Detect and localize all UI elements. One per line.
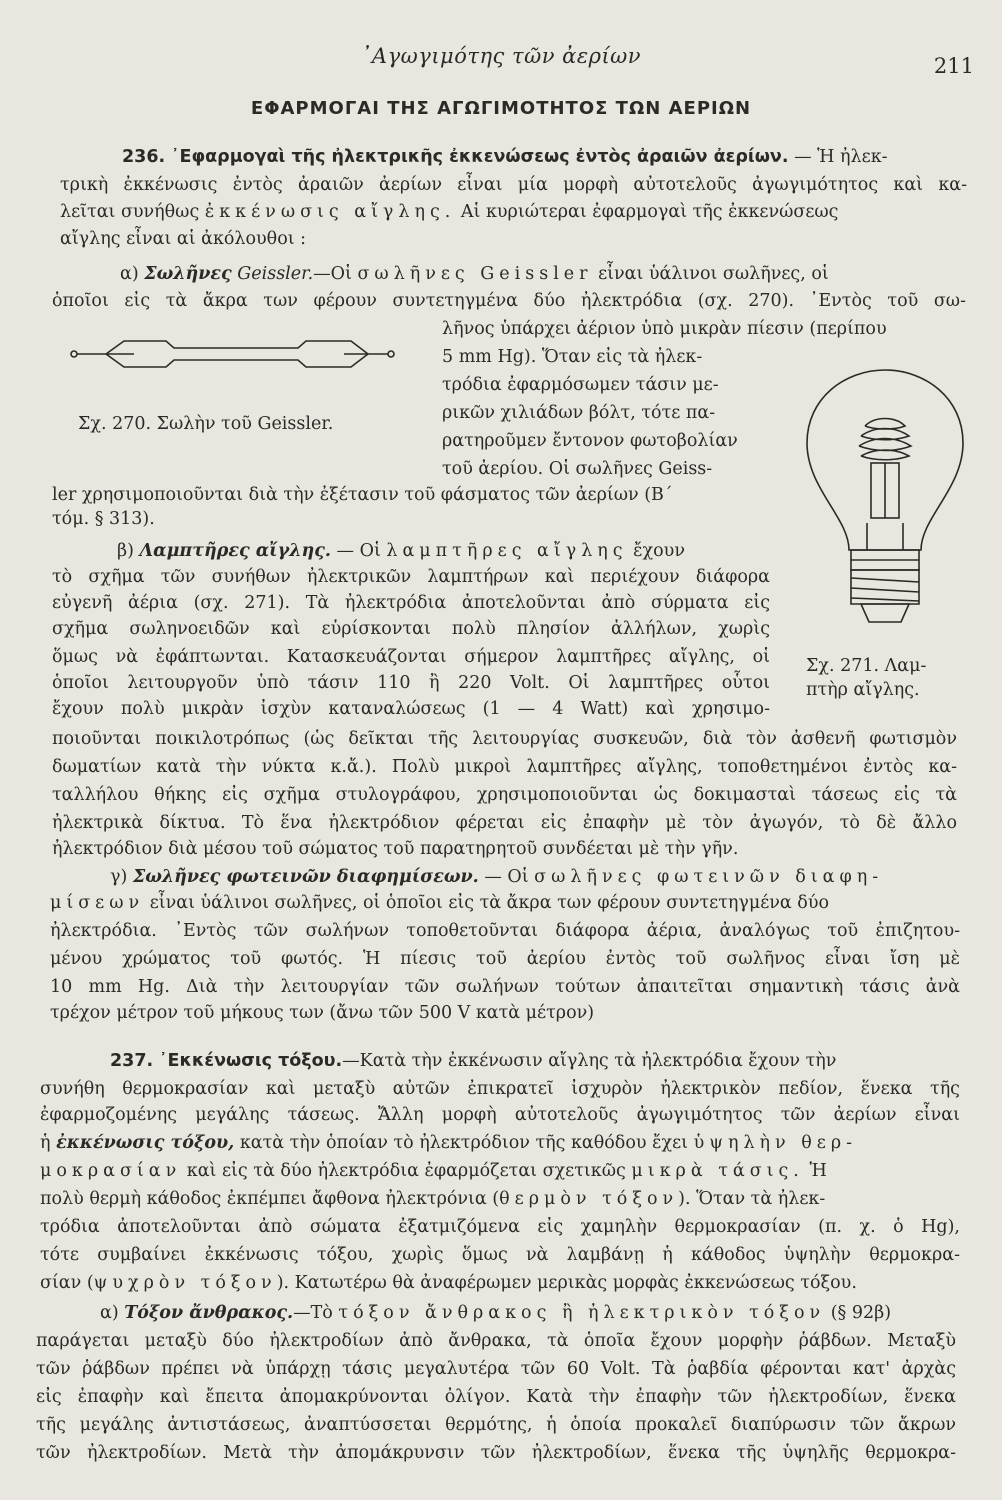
- carbon-line-5: τῆς μεγάλης ἀντιστάσεως, ἀναπτύσσεται θερμότης, ἡ ὁποία προκαλεῖ διαπύρωσιν τῶν ἄκρων: [36, 1415, 956, 1435]
- geissler-line-4: 5 mm Hg). Ὅταν εἰς τὰ ἠλεκ-: [442, 347, 703, 367]
- s236-line-3: λεῖται συνήθως ἐκκένωσις αἴγλης. Αἱ κυριώτεραι ἐφαρμογαὶ τῆς ἐκκενώσεως: [60, 202, 839, 222]
- lamps-line-6: ὁποῖοι λειτουργοῦν ὑπὸ τάσιν 110 ἢ 220 Volt. Οἱ λαμπτῆρες οὗτοι: [52, 673, 770, 693]
- s237-heading: ᾿Εκκένωσις τόξου.: [158, 1051, 343, 1071]
- adtubes-line-5: 10 mm Hg. Διὰ τὴν λειτουργίαν τῶν σωλήνων τούτων ἀπαιτεῖται σημαντικὴ τάσις ἀνὰ: [50, 977, 960, 997]
- s236-number: 236.: [122, 147, 166, 167]
- geissler-line-8: τοῦ ἀερίου. Οἱ σωλῆνες Geiss-: [442, 459, 713, 479]
- running-head: ᾿Αγωγιμότης τῶν ἀερίων: [360, 44, 642, 68]
- s237-line-3: ἐφαρμοζομένης μεγάλης τάσεως. Ἄλλη μορφὴ αὐτοτελοῦς ἀγωγιμότητος τῶν ἀερίων εἶναι: [40, 1105, 960, 1125]
- adtubes-line-3: ἠλεκτρόδια. ᾿Εντὸς τῶν σωλήνων τοποθετοῦνται διάφορα ἀέρια, ἀναλόγως τοῦ ἐπιζητου-: [50, 921, 960, 941]
- lamps-line-11: ἠλεκτρικὰ δίκτυα. Τὸ ἕνα ἠλεκτρόδιον φέρεται εἰς ἐπαφὴν μὲ τὸν ἀγωγόν, τὸ δὲ ἄλλο: [52, 813, 957, 833]
- s237-line-7: τρόδια ἀποτελοῦνται ἀπὸ σώματα ἐξατμιζόμενα εἰς χαμηλὴν θερμοκρασίαν (π. χ. ὁ Hg),: [40, 1217, 960, 1237]
- lamps-line-10: ταλλήλου θήκης εἰς σχῆμα στυλογράφου, χρησιμοποιοῦνται ὡς δοκιμασταὶ τάσεως εἰς τὰ: [52, 785, 957, 805]
- section-title: ΕΦΑΡΜΟΓΑΙ ΤΗΣ ΑΓΩΓΙΜΟΤΗΤΟΣ ΤΩΝ ΑΕΡΙΩΝ: [250, 98, 752, 119]
- s237-line-1: 237. ᾿Εκκένωσις τόξου.—Κατὰ τὴν ἐκκένωσιν αἴγλης τὰ ἠλεκτρόδια ἔχουν τὴν: [110, 1051, 837, 1071]
- geissler-line-3: λῆνος ὑπάρχει ἀέριον ὑπὸ μικρὰν πίεσιν (περίπου: [442, 319, 887, 339]
- carbon-line-3: τῶν ῥάβδων πρέπει νὰ ὑπάρχῃ τάσις μεγαλυτέρα τῶν 60 Volt. Τὰ ῥαβδία φέρονται κατ' ἀρχὰς: [36, 1359, 956, 1379]
- carbon-line-2: παράγεται μεταξὺ δύο ἠλεκτροδίων ἀπὸ ἄνθρακα, τὰ ὁποῖα ἔχουν μορφὴν ῥάβδων. Μεταξὺ: [36, 1331, 956, 1351]
- s236-line-4: αἴγλης εἶναι αἱ ἀκόλουθοι :: [60, 229, 307, 249]
- lamps-line-7: ἔχουν πολὺ μικρὰν ἰσχὺν καταναλώσεως (1 — 4 Watt) καὶ χρησιμο-: [52, 699, 770, 719]
- s237-line-5: μοκρασίαν καὶ εἰς τὰ δύο ἠλεκτρόδια ἐφαρμόζεται σχετικῶς μικρὰ τάσις. Ἡ: [40, 1161, 827, 1181]
- lamps-line-3: εὐγενῆ ἀέρια (σχ. 271). Τὰ ἠλεκτρόδια ἀποτελοῦνται ἀπὸ σύρματα εἰς: [52, 593, 770, 613]
- lamps-line-12: ἠλεκτρόδιον διὰ μέσου τοῦ σώματος τοῦ παρατηρητοῦ συνδέεται μὲ τὴν γῆν.: [52, 839, 739, 859]
- geissler-line-1: α) Σωλῆνες Geissler.—Οἱ σωλῆνες Geissler εἶναι ὑάλινοι σωλῆνες, οἱ: [120, 264, 829, 284]
- adtubes-line-1: γ) Σωλῆνες φωτεινῶν διαφημίσεων. — Οἱ σωλῆνες φωτεινῶν διαφη-: [110, 867, 884, 887]
- s237-line-4: ἡ ἐκκένωσις τόξου, κατὰ τὴν ὁποίαν τὸ ἠλεκτρόδιον τῆς καθόδου ἔχει ὑψηλὴν θερ-: [40, 1133, 858, 1153]
- geissler-figure-caption: Σχ. 270. Σωλὴν τοῦ Geissler.: [78, 414, 334, 434]
- s236-line-2: τρικὴ ἐκκένωσις ἐντὸς ἀραιῶν ἀερίων εἶναι μία μορφὴ αὐτοτελοῦς ἀγωγιμότητος καὶ κα-: [60, 175, 967, 195]
- lamps-line-2: τὸ σχῆμα τῶν συνήθων ἠλεκτρικῶν λαμπτήρων καὶ περιέχουν διάφορα: [52, 567, 770, 587]
- page-number: 211: [933, 54, 974, 78]
- geissler-line-10: τόμ. § 313).: [52, 509, 155, 529]
- adtubes-line-6: τρέχον μέτρον τοῦ μήκους των (ἄνω τῶν 500 V κατὰ μέτρον): [50, 1003, 595, 1023]
- s237-number: 237.: [110, 1051, 154, 1071]
- geissler-tube-illustration: [66, 330, 406, 380]
- lamp-figure-caption-2: πτὴρ αἴγλης.: [806, 680, 920, 700]
- lamps-line-9: δωματίων κατὰ τὴν νύκτα κ.ἄ.). Πολὺ μικροὶ λαμπτῆρες αἴγλης, τοποθετημένοι ἐντὸς κα-: [52, 757, 957, 777]
- geissler-line-5: τρόδια ἐφαρμόσωμεν τάσιν με-: [442, 375, 719, 395]
- geissler-line-7: ρατηροῦμεν ἔντονον φωτοβολίαν: [442, 431, 738, 451]
- adtubes-line-4: μένου χρώματος τοῦ φωτός. Ἡ πίεσις τοῦ ἀερίου ἐντὸς τοῦ σωλῆνος εἶναι ἴση μὲ: [50, 949, 960, 969]
- s237-line-9: σίαν (ψυχρὸν τόξον). Κατωτέρω θὰ ἀναφέρωμεν μερικὰς μορφὰς ἐκκενώσεως τόξου.: [40, 1273, 857, 1293]
- adtubes-line-2: μίσεων εἶναι ὑάλινοι σωλῆνες, οἱ ὁποῖοι εἰς τὰ ἄκρα των φέρουν συντετηγμένα δύο: [50, 893, 830, 913]
- s237-line-8: τότε συμβαίνει ἐκκένωσις τόξου, χωρὶς ὅμως νὰ λαμβάνῃ ἡ κάθοδος ὑψηλὴν θερμοκρα-: [40, 1245, 960, 1265]
- geissler-line-9: ler χρησιμοποιοῦνται διὰ τὴν ἐξέτασιν τοῦ φάσματος τῶν ἀερίων (Β΄: [52, 485, 673, 505]
- lamps-line-5: ὅμως νὰ ἐφάπτωνται. Κατασκευάζονται σήμερον λαμπτῆρες αἴγλης, οἱ: [52, 647, 770, 667]
- s237-line-2: συνήθη θερμοκρασίαν καὶ μεταξὺ αὐτῶν ἐπικρατεῖ ἰσχυρὸν ἠλεκτρικὸν πεδίον, ἕνεκα τῆς: [40, 1079, 960, 1099]
- glow-lamp-illustration: [805, 368, 965, 643]
- carbon-line-6: τῶν ἠλεκτροδίων. Μετὰ τὴν ἀπομάκρυνσιν τῶν ἠλεκτροδίων, ἕνεκα τῆς ὑψηλῆς θερμοκρα-: [36, 1443, 956, 1463]
- lamps-line-4: σχῆμα σωληνοειδῶν καὶ εὑρίσκονται πολὺ πλησίον ἀλλήλων, χωρὶς: [52, 619, 770, 639]
- lamps-line-1: β) Λαμπτῆρες αἴγλης. — Οἱ λαμπτῆρες αἴγλης ἔχουν: [117, 541, 685, 561]
- carbon-line-1: α) Τόξον ἄνθρακος.—Τὸ τόξον ἄνθρακος ἢ ἠλεκτρικὸν τόξον (§ 92β): [100, 1303, 892, 1323]
- lamp-figure-caption-1: Σχ. 271. Λαμ-: [806, 656, 927, 676]
- geissler-line-6: ρικῶν χιλιάδων βόλτ, τότε πα-: [442, 403, 716, 423]
- s236-heading: ᾿Εφαρμογαὶ τῆς ἠλεκτρικῆς ἐκκενώσεως ἐντὸς ἀραιῶν ἀερίων.: [170, 147, 789, 167]
- geissler-line-2: ὁποῖοι εἰς τὰ ἄκρα των φέρουν συντετηγμένα δύο ἠλεκτρόδια (σχ. 270). ᾿Εντὸς τοῦ σω-: [52, 291, 966, 311]
- s237-line-6: πολὺ θερμὴ κάθοδος ἐκπέμπει ἄφθονα ἠλεκτρόνια (θερμὸν τόξον). Ὅταν τὰ ἠλεκ-: [40, 1189, 826, 1209]
- s236-line-1: 236. ᾿Εφαρμογαὶ τῆς ἠλεκτρικῆς ἐκκενώσεως ἐντὸς ἀραιῶν ἀερίων. — Ἡ ἠλεκ-: [122, 147, 888, 167]
- carbon-line-4: εἰς ἐπαφὴν καὶ ἔπειτα ἀπομακρύνονται ὀλίγον. Κατὰ τὴν ἐπαφὴν τῶν ἠλεκτροδίων, ἕνεκα: [36, 1387, 956, 1407]
- lamps-line-8: ποιοῦνται ποικιλοτρόπως (ὡς δεῖκται τῆς λειτουργίας συσκευῶν, διὰ τὸν ἀσθενῆ φωτισμὸν: [52, 729, 957, 749]
